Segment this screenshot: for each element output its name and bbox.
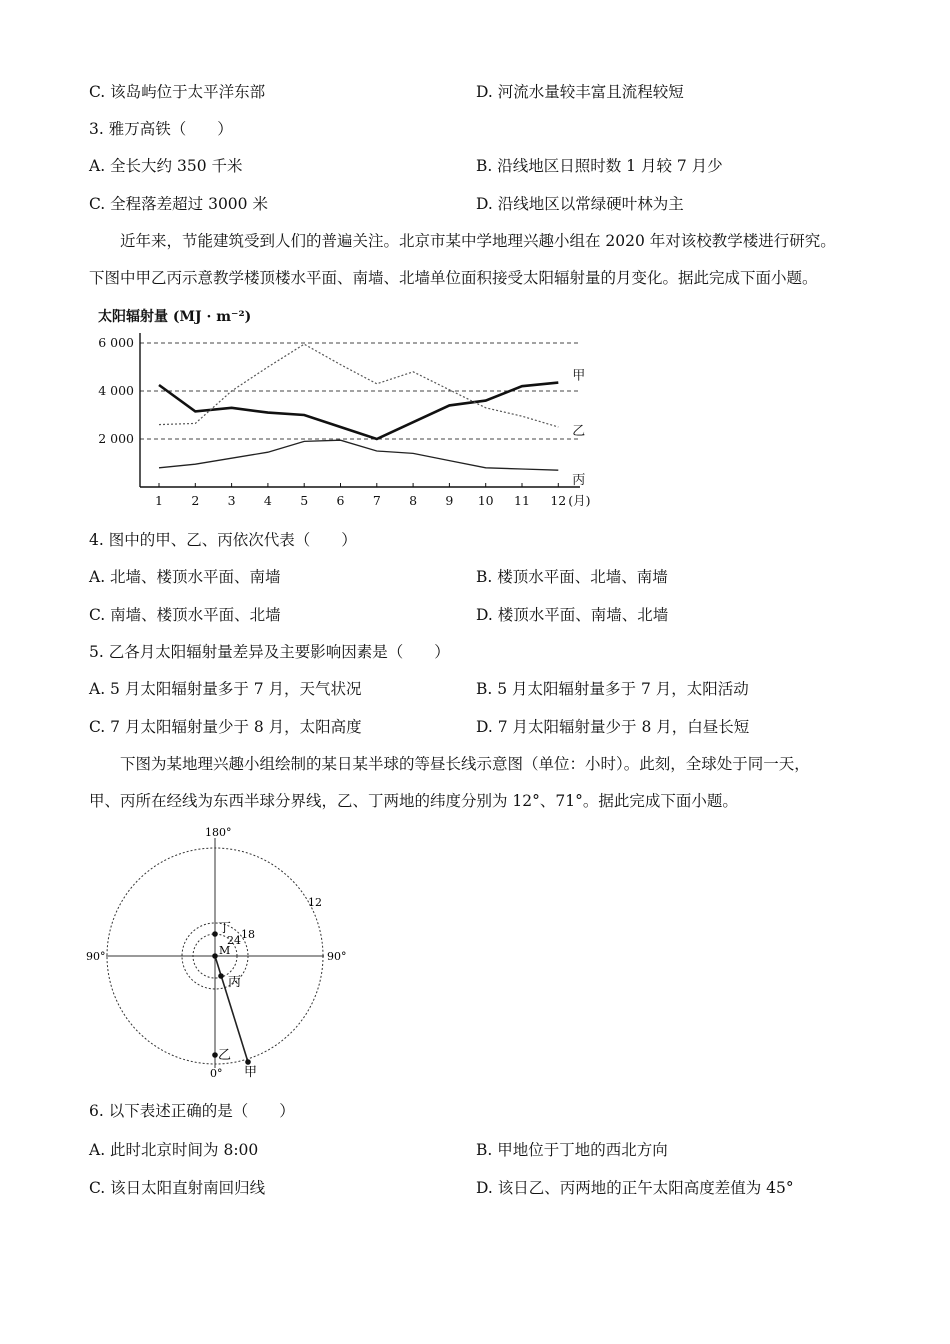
day-length-diagram (80, 826, 360, 1081)
q6-option-a: A. 此时北京时间为 8:00 (89, 1141, 259, 1159)
question-3-stem: 3. 雅万高铁（ ） (89, 120, 233, 138)
label-90-left: 90° (86, 950, 106, 963)
x-tick-label: 3 (227, 493, 236, 508)
point-jia (245, 1059, 251, 1065)
question-6-stem: 6. 以下表述正确的是（ ） (89, 1102, 295, 1120)
label-ding: 丁 (218, 921, 232, 936)
passage-2-line-2: 甲、丙所在经线为东西半球分界线，乙、丁两地的纬度分别为 12°、71°。据此完成下面小题。 (89, 792, 738, 810)
series-line-丙 (159, 440, 558, 470)
x-tick-label: 2 (191, 493, 200, 508)
chart-ylabel: 太阳辐射量 (MJ · m⁻²) (98, 309, 252, 325)
q4-option-b: B. 楼顶水平面、北墙、南墙 (476, 568, 668, 586)
x-tick-label: 1 (155, 493, 163, 508)
q6-option-d: D. 该日乙、丙两地的正午太阳高度差值为 45° (476, 1179, 794, 1197)
q5-option-b: B. 5 月太阳辐射量多于 7 月，太阳活动 (476, 680, 749, 698)
series-label: 乙 (572, 424, 586, 439)
x-tick-label: 9 (445, 493, 454, 508)
passage-1-line-2: 下图中甲乙丙示意教学楼顶楼水平面、南墙、北墙单位面积接受太阳辐射量的月变化。据此完成下面小题。 (89, 269, 818, 287)
label-24: 24 (227, 934, 241, 947)
series-line-乙 (159, 344, 558, 427)
point-ding (212, 931, 218, 937)
point-bing (218, 973, 224, 979)
q3-option-d: D. 沿线地区以常绿硬叶林为主 (476, 195, 684, 213)
x-tick-label: 7 (372, 493, 381, 508)
question-4-stem: 4. 图中的甲、乙、丙依次代表（ ） (89, 531, 357, 549)
q4-option-c: C. 南墙、楼顶水平面、北墙 (89, 606, 281, 624)
passage-2-line-1: 下图为某地理兴趣小组绘制的某日某半球的等昼长线示意图（单位：小时）。此刻，全球处于同一天， (120, 755, 810, 773)
q3-option-c: C. 全程落差超过 3000 米 (89, 195, 268, 213)
label-yi: 乙 (218, 1048, 232, 1063)
q5-option-c: C. 7 月太阳辐射量少于 8 月，太阳高度 (89, 718, 362, 736)
label-m: M (219, 944, 231, 957)
label-18: 18 (241, 928, 255, 941)
q5-option-d: D. 7 月太阳辐射量少于 8 月，白昼长短 (476, 718, 750, 736)
option-c: C. 该岛屿位于太平洋东部 (89, 83, 266, 101)
series-label: 甲 (572, 368, 586, 384)
label-180: 180° (205, 826, 232, 839)
q6-option-b: B. 甲地位于丁地的西北方向 (476, 1141, 668, 1159)
x-tick-label: 6 (336, 493, 345, 508)
q3-option-b: B. 沿线地区日照时数 1 月较 7 月少 (476, 157, 723, 175)
point-yi (212, 1052, 218, 1058)
label-jia: 甲 (244, 1065, 258, 1080)
point-center (212, 953, 218, 959)
label-0: 0° (210, 1067, 223, 1080)
y-tick-label: 6 000 (98, 335, 134, 350)
x-tick-label: 12 (550, 493, 567, 508)
question-5-stem: 5. 乙各月太阳辐射量差异及主要影响因素是（ ） (89, 643, 450, 661)
x-axis-label: (月) (568, 493, 591, 508)
option-d: D. 河流水量较丰富且流程较短 (476, 83, 684, 101)
radiation-chart (88, 303, 608, 518)
label-90-right: 90° (327, 950, 347, 963)
chart-y-ticks (98, 335, 134, 446)
y-tick-label: 4 000 (98, 383, 134, 398)
series-label: 丙 (572, 473, 586, 489)
y-tick-label: 2 000 (98, 431, 134, 446)
chart-series-labels (572, 369, 585, 489)
q6-option-c: C. 该日太阳直射南回归线 (89, 1179, 266, 1197)
line-to-jia (215, 956, 248, 1062)
x-tick-label: 11 (514, 493, 530, 508)
x-tick-label: 10 (477, 493, 494, 508)
label-bing: 丙 (228, 975, 242, 990)
chart-series (159, 344, 558, 470)
q5-option-a: A. 5 月太阳辐射量多于 7 月，天气状况 (89, 680, 362, 698)
x-tick-label: 4 (263, 493, 272, 508)
passage-1-line-1: 近年来，节能建筑受到人们的普遍关注。北京市某中学地理兴趣小组在 2020 年对该校教学楼进行研究。 (120, 232, 836, 250)
label-12: 12 (308, 896, 322, 909)
q4-option-d: D. 楼顶水平面、南墙、北墙 (476, 606, 669, 624)
x-tick-label: 8 (409, 493, 418, 508)
q3-option-a: A. 全长大约 350 千米 (89, 157, 243, 175)
x-tick-label: 5 (300, 493, 309, 508)
q4-option-a: A. 北墙、楼顶水平面、南墙 (89, 568, 281, 586)
